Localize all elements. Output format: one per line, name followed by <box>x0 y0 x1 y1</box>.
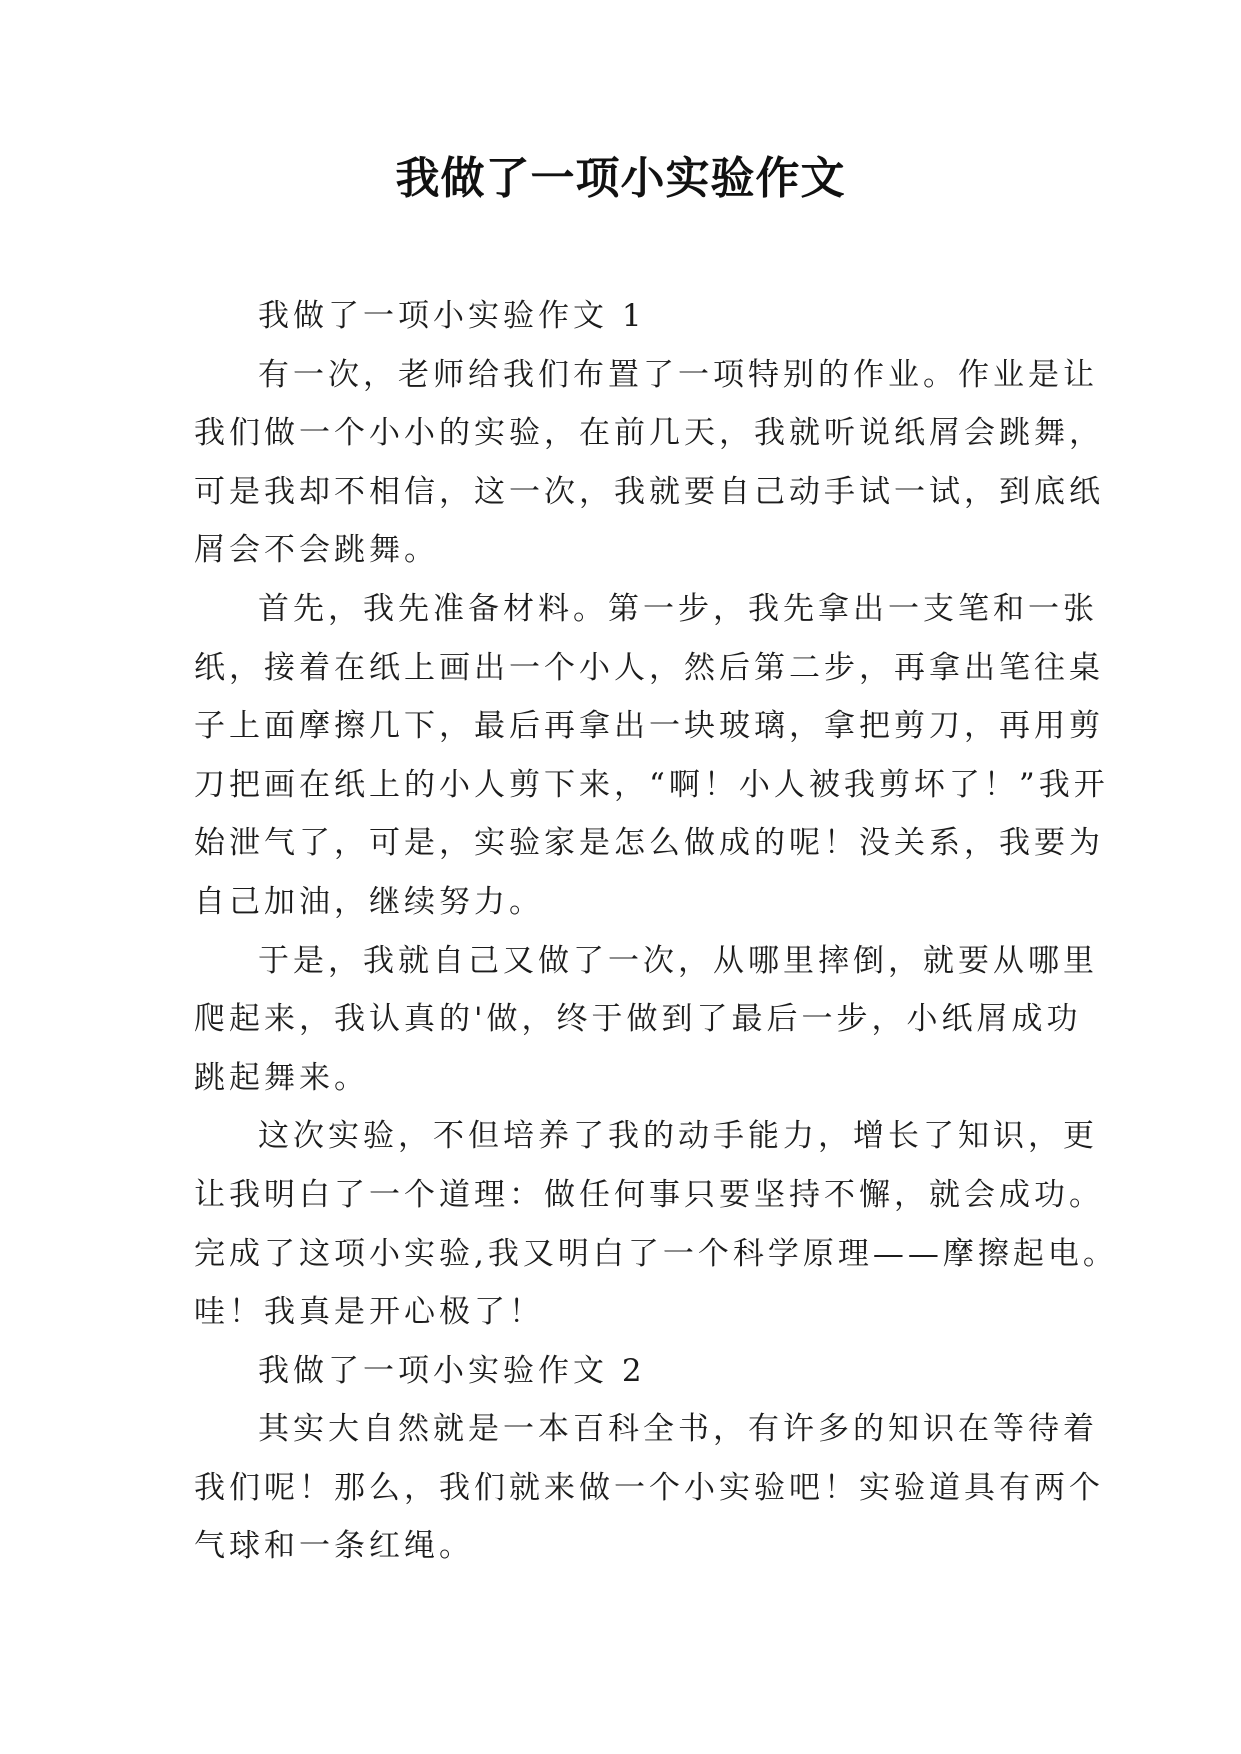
text-line: 于是，我就自己又做了一次，从哪里摔倒，就要从哪里 <box>258 942 1098 979</box>
text-line: 这次实验，不但培养了我的动手能力，增长了知识，更 <box>258 1118 1098 1155</box>
document-body <box>194 287 1118 1576</box>
text-line: 我做了一项小实验作文 1 <box>258 298 646 334</box>
text-line: 子上面摩擦几下，最后再拿出一块玻璃，拿把剪刀，再用剪 <box>194 708 1104 745</box>
text-line: 屑会不会跳舞。 <box>194 532 439 569</box>
text-line: 有一次，老师给我们布置了一项特别的作业。作业是让 <box>258 356 1098 393</box>
document-title: 我做了一项小实验作文 <box>395 153 846 204</box>
text-line: 我们呢！那么，我们就来做一个小实验吧！实验道具有两个 <box>194 1469 1104 1506</box>
text-line: 我做了一项小实验作文 2 <box>258 1352 646 1389</box>
text-line: 其实大自然就是一本百科全书，有许多的知识在等待着 <box>258 1411 1098 1448</box>
text-line: 纸，接着在纸上画出一个小人，然后第二步，再拿出笔往桌 <box>194 649 1104 686</box>
text-line: 气球和一条红绳。 <box>194 1528 474 1565</box>
text-line: 始泄气了，可是，实验家是怎么做成的呢！没关系，我要为 <box>194 825 1104 862</box>
text-line: 我们做一个小小的实验，在前几天，我就听说纸屑会跳舞， <box>194 415 1104 452</box>
text-line: 首先，我先准备材料。第一步，我先拿出一支笔和一张 <box>258 590 1098 627</box>
text-line: 跳起舞来。 <box>194 1059 369 1096</box>
text-line: 爬起来，我认真的'做，终于做到了最后一步，小纸屑成功 <box>194 1001 1082 1038</box>
text-line: 自己加油，继续努力。 <box>194 883 544 920</box>
text-line: 哇！我真是开心极了！ <box>194 1294 544 1331</box>
text-line: 完成了这项小实验,我又明白了一个科学原理——摩擦起电。 <box>194 1235 1118 1272</box>
text-line: 可是我却不相信，这一次，我就要自己动手试一试，到底纸 <box>194 473 1104 510</box>
text-line: 让我明白了一个道理：做任何事只要坚持不懈，就会成功。 <box>194 1176 1104 1213</box>
text-line: 刀把画在纸上的小人剪下来，“啊！小人被我剪坏了！”我开 <box>194 766 1109 803</box>
